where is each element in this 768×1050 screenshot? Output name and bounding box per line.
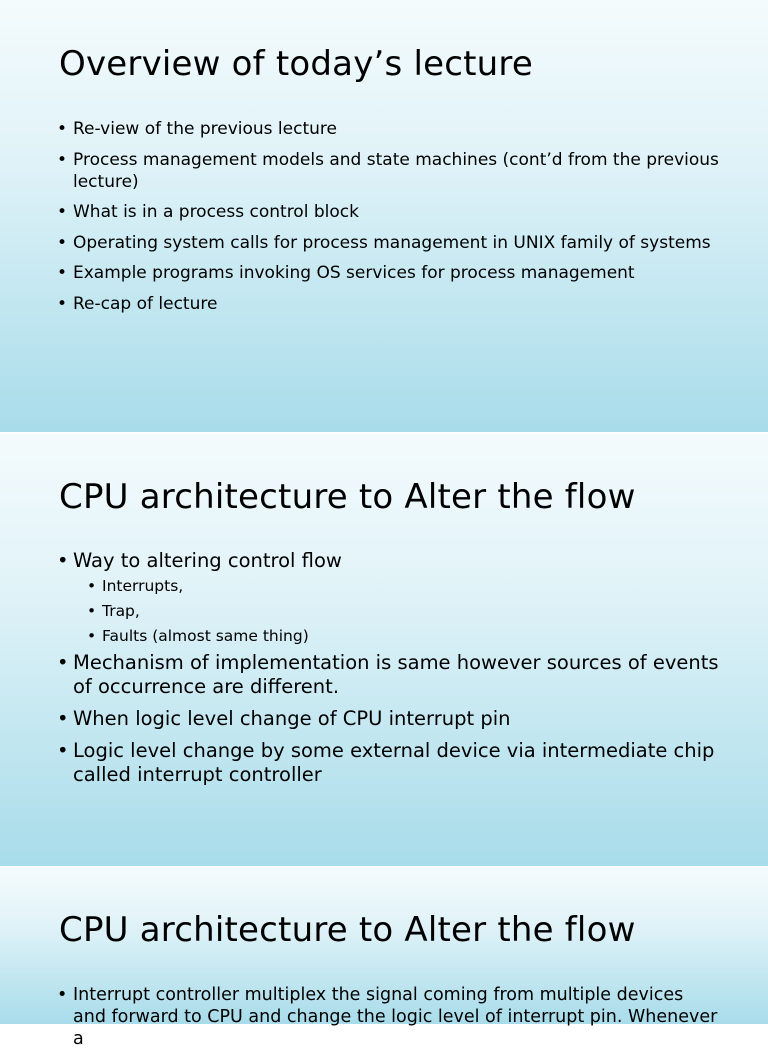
bullet-item: • Interrupt controller multiplex the signal coming from multiple devices and forward to CPU and change the logic level of interrupt pin. Whenever a	[56, 984, 720, 1050]
bullet-item: • Mechanism of implementation is same however sources of events of occurrence are different.	[56, 651, 726, 699]
slide-title: CPU architecture to Alter the flow	[59, 477, 636, 517]
bullet-item: • Operating system calls for process management in UNIX family of systems	[56, 232, 726, 254]
bullet-item: • Way to altering control flow	[56, 549, 726, 573]
bullet-item: • Logic level change by some external device via intermediate chip called interrupt controller	[56, 739, 726, 787]
bullet-item: • When logic level change of CPU interrupt pin	[56, 707, 726, 731]
bullet-item: • What is in a process control block	[56, 201, 726, 223]
bullet-item: • Re-cap of lecture	[56, 293, 726, 315]
slide-cpu-architecture	[0, 434, 768, 866]
slide-title: Overview of today’s lecture	[59, 44, 533, 84]
slide-title: CPU architecture to Alter the flow	[59, 910, 636, 950]
bullet-item: • Example programs invoking OS services for process management	[56, 262, 726, 284]
sub-bullet-item: • Faults (almost same thing)	[56, 626, 726, 646]
bullet-list	[56, 984, 720, 1050]
sub-bullet-item: • Trap,	[56, 601, 726, 621]
bullet-list	[56, 118, 726, 323]
sub-bullet-item: • Interrupts,	[56, 576, 726, 596]
bullet-item: • Re-view of the previous lecture	[56, 118, 726, 140]
slide-cpu-architecture-continued	[0, 868, 768, 1049]
slide-overview	[0, 0, 768, 432]
bullet-list	[56, 549, 726, 795]
bullet-item: • Process management models and state machines (cont’d from the previous lecture)	[56, 149, 726, 193]
